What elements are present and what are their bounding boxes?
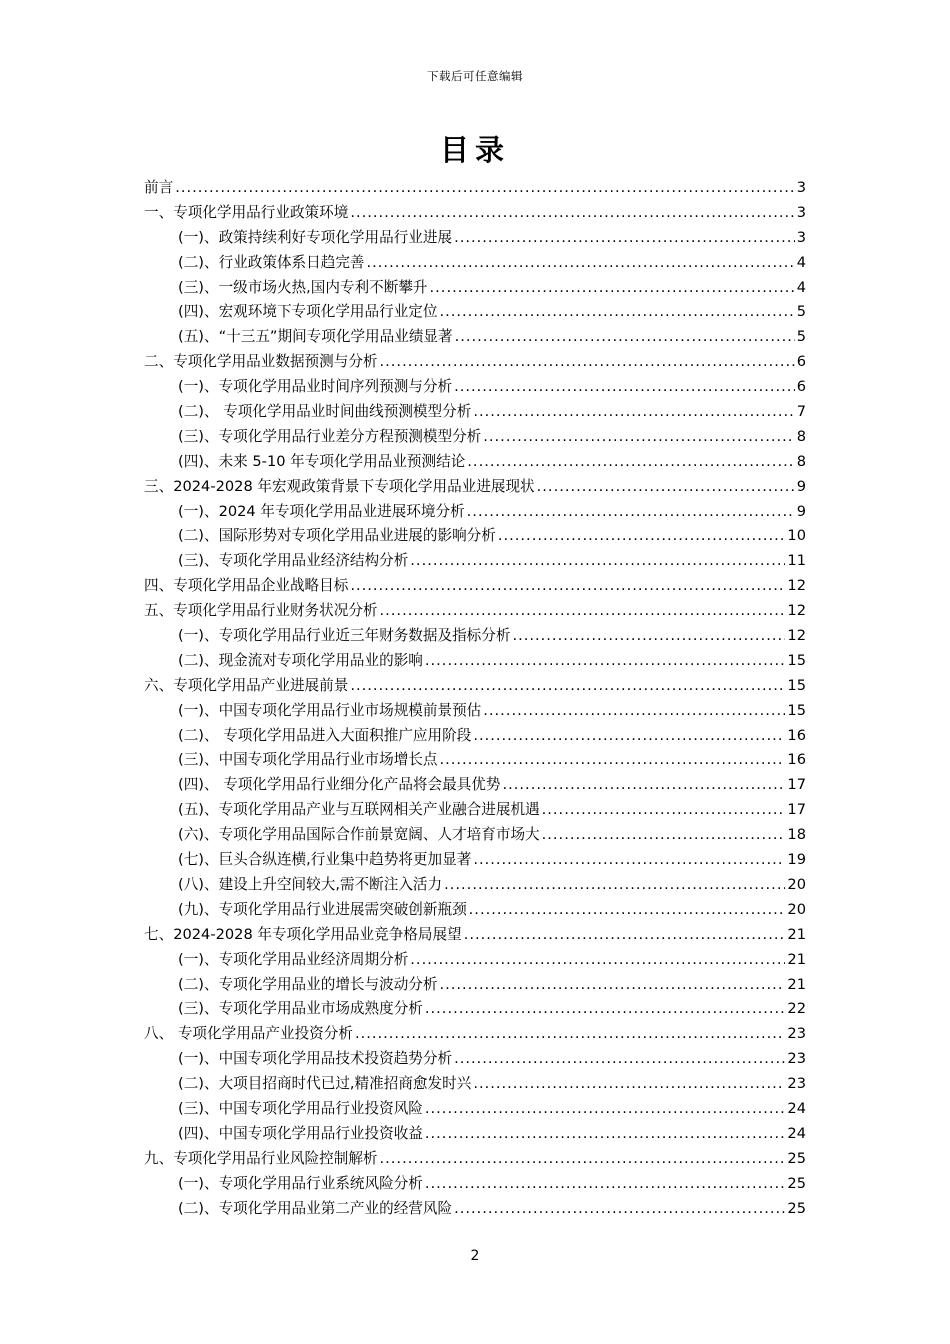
toc-entry-page: 6	[796, 378, 806, 396]
toc-dot-leader	[425, 1000, 786, 1017]
toc-entry[interactable]	[144, 873, 806, 898]
toc-dot-leader	[498, 527, 786, 544]
toc-entry-title: (九)、专项化学用品行业进展需突破创新瓶颈	[178, 900, 467, 918]
toc-entry-page: 25	[787, 1149, 806, 1167]
toc-entry[interactable]	[144, 400, 806, 425]
toc-entry[interactable]	[144, 599, 806, 624]
toc-dot-leader	[473, 727, 785, 744]
toc-dot-leader	[542, 826, 786, 843]
toc-entry-title: (三)、中国专项化学用品行业投资风险	[178, 1099, 423, 1117]
toc-entry-title: (二)、国际形势对专项化学用品业进展的影响分析	[178, 527, 496, 545]
toc-entry[interactable]	[144, 549, 806, 574]
toc-entry[interactable]	[144, 201, 806, 226]
toc-entry-title: 八、 专项化学用品产业投资分析	[144, 1025, 353, 1043]
toc-title: 目录	[439, 133, 510, 167]
toc-entry-page: 21	[787, 950, 806, 968]
toc-entry[interactable]	[144, 350, 806, 375]
toc-entry-page: 25	[787, 1199, 806, 1217]
toc-entry[interactable]	[144, 1097, 806, 1122]
toc-dot-leader	[473, 1075, 785, 1092]
toc-entry[interactable]	[144, 823, 806, 848]
toc-dot-leader	[380, 353, 795, 370]
toc-entry[interactable]	[144, 1122, 806, 1147]
toc-entry-page: 23	[787, 1075, 806, 1093]
toc-entry-page: 17	[787, 776, 806, 794]
toc-dot-leader	[542, 801, 786, 818]
toc-entry-title: (七)、巨头合纵连横,行业集中趋势将更加显著	[178, 851, 472, 869]
toc-entry-title: 四、专项化学用品企业战略目标	[144, 577, 349, 595]
toc-entry-title: 二、专项化学用品业数据预测与分析	[144, 353, 378, 371]
toc-entry-page: 3	[796, 228, 806, 246]
toc-entry-title: 三、2024-2028 年宏观政策背景下专项化学用品业进展现状	[144, 477, 535, 495]
toc-dot-leader	[355, 1025, 785, 1042]
toc-entry-page: 3	[796, 179, 806, 196]
toc-dot-leader	[350, 677, 785, 694]
toc-dot-leader	[454, 229, 795, 246]
toc-entry-page: 22	[787, 1000, 806, 1018]
toc-entry[interactable]	[144, 325, 806, 350]
toc-dot-leader	[425, 1125, 786, 1142]
toc-entry-page: 25	[787, 1174, 806, 1192]
toc-entry[interactable]	[144, 176, 806, 201]
toc-entry[interactable]	[144, 973, 806, 998]
page-number: 2	[470, 1248, 480, 1264]
toc-entry-title: (二)、 专项化学用品进入大面积推广应用阶段	[178, 726, 472, 744]
toc-entry[interactable]	[144, 1197, 806, 1222]
toc-entry-title: (一)、政策持续利好专项化学用品行业进展	[178, 228, 453, 246]
toc-dot-leader	[425, 1100, 786, 1117]
toc-entry-page: 17	[787, 801, 806, 819]
toc-dot-leader	[175, 179, 795, 196]
toc-entry[interactable]	[144, 923, 806, 948]
toc-entry-title: (一)、2024 年专项化学用品业进展环境分析	[178, 502, 465, 520]
toc-dot-leader	[430, 279, 795, 296]
toc-entry[interactable]	[144, 699, 806, 724]
toc-entry-page: 19	[787, 851, 806, 869]
toc-entry-page: 18	[787, 826, 806, 844]
toc-entry-page: 24	[787, 1124, 806, 1142]
toc-dot-leader	[473, 403, 794, 420]
toc-entry-title: (二)、专项化学用品业第二产业的经营风险	[178, 1199, 453, 1217]
toc-entry[interactable]	[144, 425, 806, 450]
toc-entry[interactable]	[144, 251, 806, 276]
toc-dot-leader	[483, 428, 794, 445]
toc-entry-title: (二)、现金流对专项化学用品业的影响	[178, 651, 423, 669]
toc-entry-title: (二)、 专项化学用品业时间曲线预测模型分析	[178, 403, 472, 421]
toc-dot-leader	[537, 478, 795, 495]
toc-dot-leader	[439, 751, 785, 768]
toc-entry-title: (三)、一级市场火热,国内专利不断攀升	[178, 278, 428, 296]
toc-entry-page: 21	[787, 925, 806, 943]
toc-entry-page: 5	[796, 303, 806, 321]
toc-entry[interactable]	[144, 898, 806, 923]
toc-entry-page: 4	[796, 253, 806, 271]
toc-entry-page: 4	[796, 278, 806, 296]
toc-entry[interactable]	[144, 375, 806, 400]
toc-entry-page: 12	[787, 602, 806, 620]
toc-entry[interactable]	[144, 848, 806, 873]
toc-dot-leader	[380, 602, 786, 619]
toc-entry-title: (二)、专项化学用品业的增长与波动分析	[178, 975, 438, 993]
toc-entry[interactable]	[144, 276, 806, 301]
toc-entry[interactable]	[144, 475, 806, 500]
toc-entry-title: (一)、中国专项化学用品行业市场规模前景预估	[178, 701, 482, 719]
toc-entry[interactable]	[144, 948, 806, 973]
toc-entry-page: 8	[796, 427, 806, 445]
toc-dot-leader	[439, 303, 794, 320]
toc-entry-page: 6	[796, 353, 806, 371]
toc-entry[interactable]	[144, 1147, 806, 1172]
toc-entry-title: (四)、宏观环境下专项化学用品行业定位	[178, 303, 438, 321]
toc-entry[interactable]	[144, 674, 806, 699]
toc-entry-title: (四)、中国专项化学用品行业投资收益	[178, 1124, 423, 1142]
toc-entry-page: 23	[787, 1050, 806, 1068]
toc-entry[interactable]	[144, 1047, 806, 1072]
toc-entry-page: 15	[787, 651, 806, 669]
toc-entry-page: 12	[787, 627, 806, 645]
toc-entry[interactable]	[144, 1022, 806, 1047]
toc-entry-title: (五)、专项化学用品产业与互联网相关产业融合进展机遇	[178, 801, 540, 819]
toc-entry[interactable]	[144, 724, 806, 749]
toc-entry[interactable]	[144, 450, 806, 475]
toc-entry-title: (一)、专项化学用品业时间序列预测与分析	[178, 378, 453, 396]
toc-dot-leader	[454, 1200, 785, 1217]
toc-entry-page: 16	[787, 751, 806, 769]
toc-entry-page: 15	[787, 701, 806, 719]
toc-dot-leader	[410, 951, 785, 968]
table-of-contents	[144, 176, 806, 1221]
toc-dot-leader	[350, 577, 785, 594]
toc-entry-title: 九、专项化学用品行业风险控制解析	[144, 1149, 378, 1167]
toc-entry[interactable]	[144, 624, 806, 649]
toc-dot-leader	[367, 254, 795, 271]
toc-entry-page: 9	[796, 477, 806, 495]
toc-entry-page: 16	[787, 726, 806, 744]
toc-entry-page: 20	[787, 900, 806, 918]
toc-entry-title: (三)、中国专项化学用品行业市场增长点	[178, 751, 438, 769]
toc-entry-page: 3	[796, 203, 806, 221]
header-note: 下载后可任意编辑	[427, 69, 523, 83]
toc-dot-leader	[454, 378, 795, 395]
toc-entry-title: 一、专项化学用品行业政策环境	[144, 203, 349, 221]
toc-entry-page: 5	[796, 328, 806, 346]
toc-entry[interactable]	[144, 574, 806, 599]
toc-entry-title: (二)、大项目招商时代已过,精准招商愈发时兴	[178, 1075, 472, 1093]
toc-entry[interactable]	[144, 997, 806, 1022]
toc-entry-page: 12	[787, 577, 806, 595]
toc-entry-page: 23	[787, 1025, 806, 1043]
toc-entry-page: 15	[787, 676, 806, 694]
toc-entry-title: (二)、行业政策体系日趋完善	[178, 253, 365, 271]
toc-dot-leader	[380, 1150, 786, 1167]
toc-entry-title: 前言	[144, 179, 174, 196]
toc-entry-title: (一)、专项化学用品业经济周期分析	[178, 950, 409, 968]
toc-entry-page: 21	[787, 975, 806, 993]
toc-entry[interactable]	[144, 649, 806, 674]
toc-entry-title: (五)、“十三五”期间专项化学用品业绩显著	[178, 328, 453, 346]
toc-entry-title: 六、专项化学用品产业进展前景	[144, 676, 349, 694]
toc-dot-leader	[425, 1175, 786, 1192]
toc-entry-page: 7	[796, 403, 806, 421]
toc-dot-leader	[439, 976, 785, 993]
toc-entry-page: 8	[796, 452, 806, 470]
toc-entry[interactable]	[144, 300, 806, 325]
toc-entry[interactable]	[144, 524, 806, 549]
toc-entry[interactable]	[144, 798, 806, 823]
toc-entry-title: (三)、专项化学用品行业差分方程预测模型分析	[178, 427, 482, 445]
toc-dot-leader	[425, 652, 786, 669]
toc-entry[interactable]	[144, 500, 806, 525]
toc-entry-title: (三)、专项化学用品业经济结构分析	[178, 552, 409, 570]
toc-entry-title: 七、2024-2028 年专项化学用品业竞争格局展望	[144, 925, 462, 943]
toc-dot-leader	[350, 204, 794, 221]
toc-dot-leader	[473, 851, 785, 868]
toc-dot-leader	[464, 926, 786, 943]
toc-entry-page: 10	[787, 527, 806, 545]
toc-entry[interactable]	[144, 748, 806, 773]
toc-entry[interactable]	[144, 226, 806, 251]
toc-dot-leader	[469, 901, 786, 918]
toc-dot-leader	[410, 552, 785, 569]
toc-dot-leader	[467, 503, 795, 520]
toc-dot-leader	[455, 328, 795, 345]
toc-entry-page: 11	[787, 552, 806, 570]
toc-entry[interactable]	[144, 1172, 806, 1197]
toc-entry-title: (一)、专项化学用品行业系统风险分析	[178, 1174, 423, 1192]
toc-dot-leader	[483, 702, 785, 719]
toc-entry-page: 9	[796, 502, 806, 520]
toc-entry[interactable]	[144, 773, 806, 798]
toc-entry-title: (八)、建设上升空间较大,需不断注入活力	[178, 875, 443, 893]
toc-dot-leader	[467, 453, 794, 470]
toc-entry-page: 20	[787, 875, 806, 893]
toc-dot-leader	[503, 776, 786, 793]
toc-entry-title: (三)、专项化学用品业市场成熟度分析	[178, 1000, 423, 1018]
toc-entry-title: 五、专项化学用品行业财务状况分析	[144, 602, 378, 620]
toc-entry-title: (一)、专项化学用品行业近三年财务数据及指标分析	[178, 627, 511, 645]
toc-dot-leader	[454, 1050, 785, 1067]
toc-dot-leader	[512, 627, 785, 644]
toc-entry-title: (六)、专项化学用品国际合作前景宽阔、人才培育市场大	[178, 826, 540, 844]
toc-dot-leader	[444, 876, 785, 893]
toc-entry-title: (一)、中国专项化学用品技术投资趋势分析	[178, 1050, 453, 1068]
toc-entry-title: (四)、 专项化学用品行业细分化产品将会最具优势	[178, 776, 501, 794]
toc-entry-page: 24	[787, 1099, 806, 1117]
toc-entry-title: (四)、未来 5-10 年专项化学用品业预测结论	[178, 452, 466, 470]
toc-entry[interactable]	[144, 1072, 806, 1097]
